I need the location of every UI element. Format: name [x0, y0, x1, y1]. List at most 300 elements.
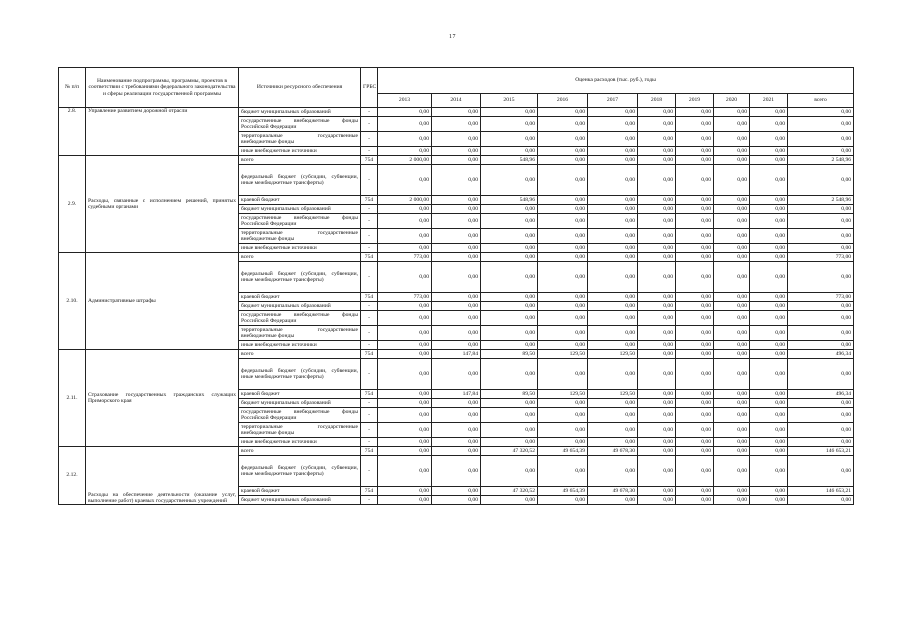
value-cell: 0,00	[432, 156, 481, 165]
value-cell: 0,00	[432, 262, 481, 293]
source-cell: всего	[239, 447, 361, 456]
value-cell: 0,00	[481, 496, 538, 505]
value-cell: 0,00	[378, 302, 432, 311]
value-cell: 0,00	[676, 326, 714, 341]
value-cell: 0,00	[588, 302, 638, 311]
header-year: 2018	[638, 94, 676, 108]
value-cell: 0,00	[750, 423, 788, 438]
value-cell: 49 678,30	[588, 447, 638, 456]
header-name: Наименование подпрограммы, программы, проектов в соответствии с требованиями федерального законодательства и сферы реализации государственной программы	[86, 68, 239, 108]
value-cell: 0,00	[538, 196, 588, 205]
value-cell: 0,00	[676, 350, 714, 359]
value-cell: 0,00	[432, 326, 481, 341]
value-cell: 0,00	[638, 399, 676, 408]
value-cell: 0,00	[676, 496, 714, 505]
value-cell: 0,00	[481, 326, 538, 341]
value-cell: 0,00	[676, 244, 714, 253]
value-cell: 0,00	[588, 244, 638, 253]
value-cell: 0,00	[588, 196, 638, 205]
value-cell: 0,00	[538, 399, 588, 408]
table-body	[59, 108, 854, 505]
header-year: 2020	[714, 94, 750, 108]
value-cell: 0,00	[638, 205, 676, 214]
value-cell: 0,00	[378, 496, 432, 505]
value-cell: 0,00	[750, 408, 788, 423]
value-cell: 0,00	[481, 311, 538, 326]
page-number: 17	[449, 34, 456, 40]
value-cell: 773,00	[378, 293, 432, 302]
value-cell: 0,00	[481, 117, 538, 132]
value-cell: 0,00	[588, 359, 638, 390]
total-cell: 773,00	[788, 253, 854, 262]
value-cell: 0,00	[750, 487, 788, 496]
value-cell: 0,00	[638, 147, 676, 156]
value-cell: 0,00	[638, 253, 676, 262]
section-name: Расходы, связанные с исполнением решений, принятых судебными органами	[86, 156, 239, 253]
grbs-cell: -	[361, 496, 378, 505]
value-cell: 0,00	[676, 447, 714, 456]
value-cell: 0,00	[638, 447, 676, 456]
value-cell: 0,00	[588, 341, 638, 350]
value-cell: 49 654,39	[538, 487, 588, 496]
value-cell: 0,00	[714, 311, 750, 326]
source-cell: территориальные государственные внебюджетные фонды	[239, 326, 361, 341]
section-name: Административные штрафы	[86, 253, 239, 350]
grbs-cell: -	[361, 147, 378, 156]
source-cell: бюджет муниципальных образований	[239, 302, 361, 311]
total-cell: 0,00	[788, 408, 854, 423]
value-cell: 129,50	[538, 390, 588, 399]
value-cell: 0,00	[638, 293, 676, 302]
grbs-cell: 754	[361, 350, 378, 359]
grbs-cell: -	[361, 302, 378, 311]
value-cell: 129,50	[588, 350, 638, 359]
value-cell: 0,00	[676, 390, 714, 399]
value-cell: 0,00	[378, 108, 432, 117]
value-cell: 0,00	[750, 341, 788, 350]
total-cell: 0,00	[788, 205, 854, 214]
section-code: 2.9.	[59, 156, 86, 253]
grbs-cell: -	[361, 399, 378, 408]
value-cell: 0,00	[538, 214, 588, 229]
value-cell: 0,00	[432, 438, 481, 447]
value-cell: 0,00	[588, 262, 638, 293]
value-cell: 0,00	[750, 326, 788, 341]
total-cell: 2 548,96	[788, 196, 854, 205]
value-cell: 0,00	[676, 156, 714, 165]
value-cell: 0,00	[676, 408, 714, 423]
grbs-cell: -	[361, 408, 378, 423]
value-cell: 0,00	[750, 311, 788, 326]
grbs-cell: 754	[361, 293, 378, 302]
value-cell: 0,00	[538, 205, 588, 214]
value-cell: 0,00	[481, 456, 538, 487]
value-cell: 0,00	[538, 456, 588, 487]
value-cell: 0,00	[538, 262, 588, 293]
value-cell: 0,00	[432, 108, 481, 117]
value-cell: 0,00	[638, 408, 676, 423]
total-cell: 0,00	[788, 165, 854, 196]
value-cell: 0,00	[378, 165, 432, 196]
total-cell: 0,00	[788, 132, 854, 147]
value-cell: 0,00	[638, 326, 676, 341]
header-year: 2014	[432, 94, 481, 108]
value-cell: 0,00	[481, 244, 538, 253]
value-cell: 0,00	[714, 341, 750, 350]
value-cell: 0,00	[538, 438, 588, 447]
value-cell: 0,00	[432, 229, 481, 244]
source-cell: федеральный бюджет (субсидии, субвенции, иные межбюджетные трансферты)	[239, 262, 361, 293]
value-cell: 0,00	[588, 496, 638, 505]
value-cell: 0,00	[432, 302, 481, 311]
grbs-cell: -	[361, 326, 378, 341]
value-cell: 0,00	[588, 326, 638, 341]
total-cell: 0,00	[788, 108, 854, 117]
value-cell: 0,00	[481, 408, 538, 423]
value-cell: 0,00	[638, 423, 676, 438]
value-cell: 0,00	[676, 359, 714, 390]
grbs-cell: -	[361, 311, 378, 326]
value-cell: 0,00	[638, 341, 676, 350]
source-cell: краевой бюджет	[239, 196, 361, 205]
value-cell: 0,00	[714, 438, 750, 447]
table-row	[59, 156, 854, 165]
total-cell: 0,00	[788, 147, 854, 156]
total-cell: 0,00	[788, 244, 854, 253]
value-cell: 0,00	[588, 156, 638, 165]
source-cell: иные внебюджетные источники	[239, 438, 361, 447]
value-cell: 0,00	[538, 147, 588, 156]
source-cell: иные внебюджетные источники	[239, 341, 361, 350]
value-cell: 0,00	[432, 408, 481, 423]
value-cell: 0,00	[378, 456, 432, 487]
source-cell: иные внебюджетные источники	[239, 244, 361, 253]
value-cell: 0,00	[432, 253, 481, 262]
value-cell: 0,00	[378, 311, 432, 326]
value-cell: 0,00	[481, 359, 538, 390]
value-cell: 0,00	[588, 147, 638, 156]
value-cell: 0,00	[638, 359, 676, 390]
value-cell: 47 320,52	[481, 447, 538, 456]
source-cell: всего	[239, 253, 361, 262]
value-cell: 0,00	[432, 132, 481, 147]
value-cell: 0,00	[676, 108, 714, 117]
value-cell: 0,00	[588, 214, 638, 229]
value-cell: 0,00	[750, 262, 788, 293]
value-cell: 0,00	[588, 456, 638, 487]
value-cell: 2 000,00	[378, 156, 432, 165]
source-cell: федеральный бюджет (субсидии, субвенции, иные межбюджетные трансферты)	[239, 359, 361, 390]
total-cell: 0,00	[788, 311, 854, 326]
source-cell: федеральный бюджет (субсидии, субвенции, иные межбюджетные трансферты)	[239, 165, 361, 196]
value-cell: 0,00	[714, 117, 750, 132]
value-cell: 0,00	[538, 359, 588, 390]
value-cell: 0,00	[432, 423, 481, 438]
section-name: Страхование государственных гражданских служащих Приморского края	[86, 350, 239, 447]
value-cell: 0,00	[538, 311, 588, 326]
total-cell: 0,00	[788, 117, 854, 132]
value-cell: 0,00	[538, 293, 588, 302]
value-cell: 0,00	[750, 390, 788, 399]
value-cell: 0,00	[676, 456, 714, 487]
value-cell: 0,00	[676, 229, 714, 244]
value-cell: 0,00	[481, 399, 538, 408]
value-cell: 0,00	[638, 165, 676, 196]
value-cell: 0,00	[714, 359, 750, 390]
value-cell: 0,00	[588, 408, 638, 423]
grbs-cell: 754	[361, 487, 378, 496]
value-cell: 0,00	[378, 399, 432, 408]
source-cell: территориальные государственные внебюджетные фонды	[239, 229, 361, 244]
value-cell: 0,00	[432, 196, 481, 205]
value-cell: 0,00	[714, 390, 750, 399]
value-cell: 0,00	[676, 302, 714, 311]
value-cell: 0,00	[481, 229, 538, 244]
value-cell: 0,00	[378, 117, 432, 132]
value-cell: 0,00	[638, 214, 676, 229]
value-cell: 0,00	[750, 447, 788, 456]
value-cell: 147,84	[432, 350, 481, 359]
section-code: 2.11.	[59, 350, 86, 447]
grbs-cell: -	[361, 456, 378, 487]
value-cell: 0,00	[676, 438, 714, 447]
header-num: № п/п	[59, 68, 86, 108]
value-cell: 0,00	[432, 359, 481, 390]
value-cell: 0,00	[750, 165, 788, 196]
grbs-cell: -	[361, 165, 378, 196]
header-source: Источники ресурсного обеспечения	[239, 68, 361, 108]
value-cell: 0,00	[588, 165, 638, 196]
source-cell: государственные внебюджетные фонды Российской Федерации	[239, 408, 361, 423]
source-cell: федеральный бюджет (субсидии, субвенции, иные межбюджетные трансферты)	[239, 456, 361, 487]
header-year: всего	[788, 94, 854, 108]
value-cell: 0,00	[378, 229, 432, 244]
value-cell: 0,00	[638, 108, 676, 117]
source-cell: территориальные государственные внебюджетные фонды	[239, 132, 361, 147]
total-cell: 0,00	[788, 438, 854, 447]
value-cell: 0,00	[588, 399, 638, 408]
grbs-cell: -	[361, 214, 378, 229]
value-cell: 0,00	[676, 196, 714, 205]
source-cell: краевой бюджет	[239, 293, 361, 302]
grbs-cell: -	[361, 132, 378, 147]
value-cell: 0,00	[750, 302, 788, 311]
total-cell: 0,00	[788, 423, 854, 438]
value-cell: 0,00	[481, 423, 538, 438]
value-cell: 0,00	[432, 244, 481, 253]
value-cell: 0,00	[714, 456, 750, 487]
value-cell: 0,00	[676, 399, 714, 408]
value-cell: 0,00	[481, 262, 538, 293]
value-cell: 129,50	[538, 350, 588, 359]
value-cell: 0,00	[638, 132, 676, 147]
value-cell: 0,00	[378, 447, 432, 456]
value-cell: 0,00	[714, 423, 750, 438]
value-cell: 0,00	[676, 253, 714, 262]
value-cell: 0,00	[638, 156, 676, 165]
value-cell: 0,00	[481, 132, 538, 147]
value-cell: 0,00	[432, 205, 481, 214]
value-cell: 0,00	[714, 326, 750, 341]
header-year: 2013	[378, 94, 432, 108]
value-cell: 0,00	[588, 108, 638, 117]
total-cell: 146 653,21	[788, 487, 854, 496]
value-cell: 0,00	[714, 262, 750, 293]
total-cell: 0,00	[788, 359, 854, 390]
value-cell: 0,00	[378, 359, 432, 390]
value-cell: 0,00	[638, 262, 676, 293]
value-cell: 0,00	[432, 147, 481, 156]
total-cell: 496,34	[788, 350, 854, 359]
value-cell: 0,00	[714, 302, 750, 311]
total-cell: 0,00	[788, 496, 854, 505]
total-cell: 0,00	[788, 341, 854, 350]
budget-table	[58, 67, 854, 505]
value-cell: 47 320,52	[481, 487, 538, 496]
value-cell: 0,00	[588, 293, 638, 302]
value-cell: 0,00	[714, 147, 750, 156]
value-cell: 0,00	[588, 423, 638, 438]
total-cell: 773,00	[788, 293, 854, 302]
value-cell: 0,00	[714, 408, 750, 423]
value-cell: 0,00	[714, 244, 750, 253]
value-cell: 0,00	[638, 438, 676, 447]
value-cell: 0,00	[750, 132, 788, 147]
value-cell: 0,00	[588, 229, 638, 244]
value-cell: 0,00	[378, 350, 432, 359]
value-cell: 0,00	[481, 302, 538, 311]
value-cell: 49 654,39	[538, 447, 588, 456]
value-cell: 0,00	[378, 390, 432, 399]
value-cell: 0,00	[378, 132, 432, 147]
section-code: 2.8.	[59, 108, 86, 156]
value-cell: 0,00	[378, 214, 432, 229]
value-cell: 0,00	[538, 156, 588, 165]
value-cell: 0,00	[481, 438, 538, 447]
value-cell: 0,00	[676, 341, 714, 350]
value-cell: 0,00	[676, 147, 714, 156]
grbs-cell: 754	[361, 447, 378, 456]
value-cell: 129,50	[588, 390, 638, 399]
value-cell: 0,00	[714, 214, 750, 229]
value-cell: 0,00	[432, 214, 481, 229]
grbs-cell: -	[361, 262, 378, 293]
value-cell: 0,00	[714, 132, 750, 147]
value-cell: 0,00	[638, 196, 676, 205]
grbs-cell: -	[361, 244, 378, 253]
total-cell: 0,00	[788, 229, 854, 244]
value-cell: 0,00	[538, 165, 588, 196]
value-cell: 0,00	[538, 341, 588, 350]
value-cell: 0,00	[432, 447, 481, 456]
value-cell: 0,00	[676, 311, 714, 326]
grbs-cell: -	[361, 423, 378, 438]
value-cell: 0,00	[378, 262, 432, 293]
value-cell: 0,00	[638, 390, 676, 399]
value-cell: 0,00	[676, 165, 714, 196]
source-cell: бюджет муниципальных образований	[239, 108, 361, 117]
value-cell: 0,00	[378, 147, 432, 156]
value-cell: 0,00	[432, 399, 481, 408]
value-cell: 0,00	[481, 214, 538, 229]
value-cell: 0,00	[750, 456, 788, 487]
value-cell: 0,00	[538, 229, 588, 244]
value-cell: 0,00	[588, 311, 638, 326]
value-cell: 0,00	[676, 293, 714, 302]
value-cell: 0,00	[481, 293, 538, 302]
value-cell: 0,00	[750, 156, 788, 165]
value-cell: 2 000,00	[378, 196, 432, 205]
grbs-cell: 754	[361, 390, 378, 399]
value-cell: 0,00	[432, 293, 481, 302]
value-cell: 0,00	[714, 108, 750, 117]
value-cell: 0,00	[750, 496, 788, 505]
table-row	[59, 253, 854, 262]
total-cell: 0,00	[788, 302, 854, 311]
value-cell: 0,00	[638, 229, 676, 244]
value-cell: 0,00	[538, 496, 588, 505]
grbs-cell: -	[361, 359, 378, 390]
value-cell: 0,00	[714, 253, 750, 262]
value-cell: 0,00	[750, 244, 788, 253]
value-cell: 0,00	[538, 423, 588, 438]
value-cell: 0,00	[378, 341, 432, 350]
total-cell: 2 548,96	[788, 156, 854, 165]
value-cell: 89,50	[481, 350, 538, 359]
value-cell: 0,00	[676, 117, 714, 132]
section-name: Расходы на обеспечение деятельности (оказание услуг, выполнение работ) краевых государственных учреждений	[86, 447, 239, 505]
value-cell: 0,00	[538, 326, 588, 341]
value-cell: 0,00	[481, 253, 538, 262]
value-cell: 0,00	[378, 326, 432, 341]
value-cell: 0,00	[750, 350, 788, 359]
total-cell: 0,00	[788, 214, 854, 229]
value-cell: 0,00	[538, 408, 588, 423]
value-cell: 0,00	[432, 165, 481, 196]
total-cell: 0,00	[788, 262, 854, 293]
grbs-cell: -	[361, 117, 378, 132]
source-cell: государственные внебюджетные фонды Российской Федерации	[239, 214, 361, 229]
total-cell: 146 653,21	[788, 447, 854, 456]
value-cell: 0,00	[750, 117, 788, 132]
grbs-cell: 754	[361, 156, 378, 165]
value-cell: 0,00	[378, 408, 432, 423]
value-cell: 0,00	[750, 214, 788, 229]
section-name: Управление развитием дорожной отрасли	[86, 108, 239, 156]
value-cell: 0,00	[676, 423, 714, 438]
value-cell: 0,00	[432, 456, 481, 487]
value-cell: 0,00	[750, 229, 788, 244]
value-cell: 0,00	[538, 302, 588, 311]
value-cell: 0,00	[676, 214, 714, 229]
source-cell: бюджет муниципальных образований	[239, 496, 361, 505]
value-cell: 0,00	[638, 456, 676, 487]
grbs-cell: 754	[361, 196, 378, 205]
source-cell: краевой бюджет	[239, 390, 361, 399]
value-cell: 0,00	[676, 132, 714, 147]
value-cell: 0,00	[378, 205, 432, 214]
value-cell: 0,00	[538, 132, 588, 147]
source-cell: государственные внебюджетные фонды Российской Федерации	[239, 117, 361, 132]
source-cell: иные внебюджетные источники	[239, 147, 361, 156]
header-grbs: ГРБС	[361, 68, 378, 108]
value-cell: 0,00	[538, 253, 588, 262]
value-cell: 0,00	[638, 302, 676, 311]
header-year: 2021	[750, 94, 788, 108]
value-cell: 0,00	[378, 438, 432, 447]
value-cell: 0,00	[538, 244, 588, 253]
total-cell: 496,34	[788, 390, 854, 399]
